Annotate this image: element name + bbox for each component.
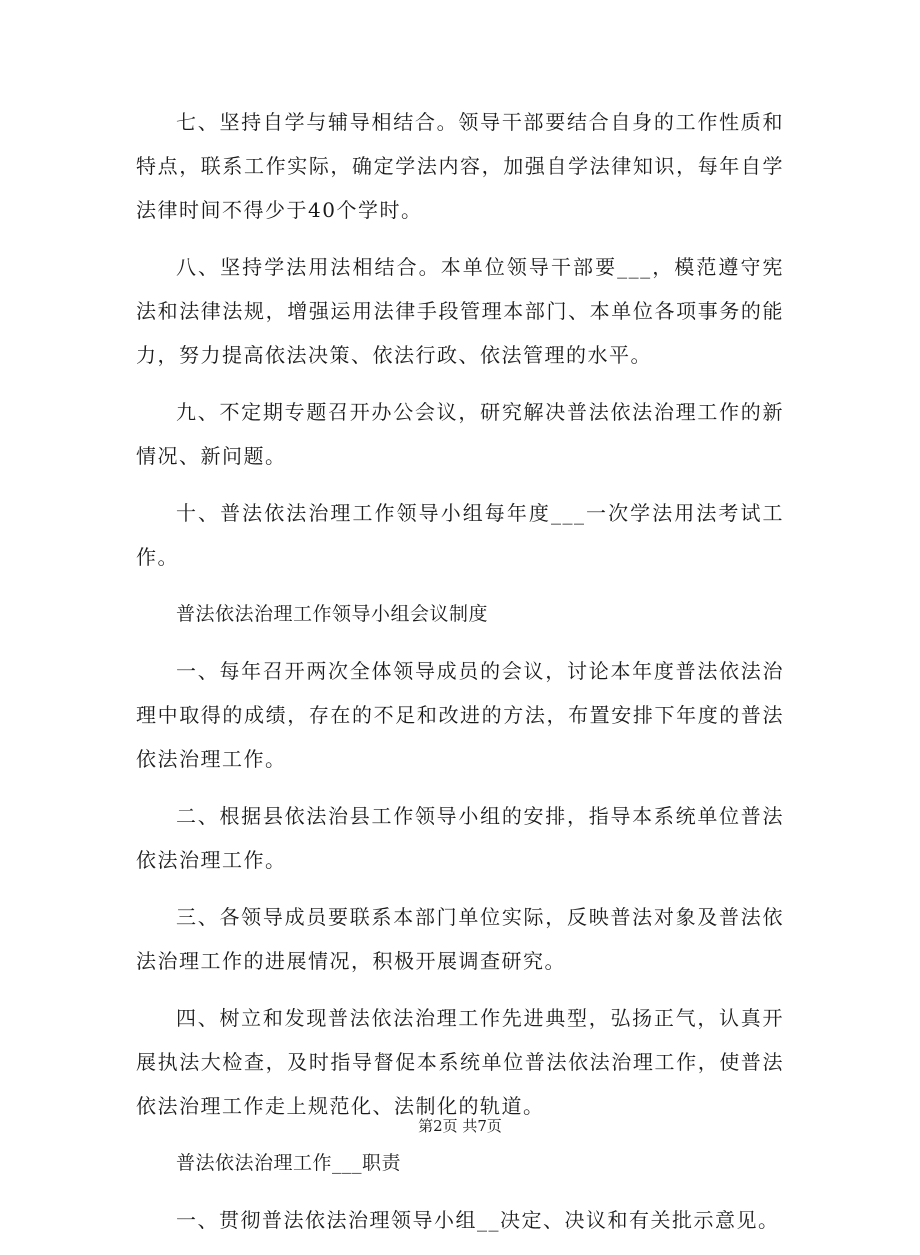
paragraph-item-10: 十、普法依法治理工作领导小组每年度___一次学法用法考试工作。 (136, 501, 784, 569)
page-number-footer: 第2页 共7页 (418, 1117, 502, 1135)
document-body (136, 100, 784, 1255)
paragraph-item-9: 九、不定期专题召开办公会议，研究解决普法依法治理工作的新情况、新问题。 (136, 400, 784, 468)
paragraph-item-meeting-3: 三、各领导成员要联系本部门单位实际，反映普法对象及普法依法治理工作的进展情况，积极开展调查研究。 (136, 905, 784, 973)
paragraph-item-meeting-2: 二、根据县依法治县工作领导小组的安排，指导本系统单位普法依法治理工作。 (136, 804, 784, 872)
paragraph-item-duty-1: 一、贯彻普法依法治理领导小组__决定、决议和有关批示意见。 (176, 1208, 780, 1232)
paragraph-item-meeting-1: 一、每年召开两次全体领导成员的会议，讨论本年度普法依法治理中取得的成绩，存在的不足和改进的方法，布置安排下年度的普法依法治理工作。 (136, 659, 784, 771)
section-heading-duties: 普法依法治理工作___职责 (176, 1152, 402, 1174)
section-heading-meeting-rules: 普法依法治理工作领导小组会议制度 (176, 603, 489, 625)
paragraph-item-7: 七、坚持自学与辅导相结合。领导干部要结合自身的工作性质和特点，联系工作实际，确定学法内容，加强自学法律知识，每年自学法律时间不得少于40个学时。 (136, 110, 784, 222)
paragraph-item-meeting-4: 四、树立和发现普法依法治理工作先进典型，弘扬正气，认真开展执法大检查，及时指导督促本系统单位普法依法治理工作，使普法依法治理工作走上规范化、法制化的轨道。 (136, 1006, 784, 1118)
paragraph-item-8: 八、坚持学法用法相结合。本单位领导干部要___，模范遵守宪法和法律法规，增强运用法律手段管理本部门、本单位各项事务的能力，努力提高依法决策、依法行政、依法管理的水平。 (136, 255, 784, 367)
